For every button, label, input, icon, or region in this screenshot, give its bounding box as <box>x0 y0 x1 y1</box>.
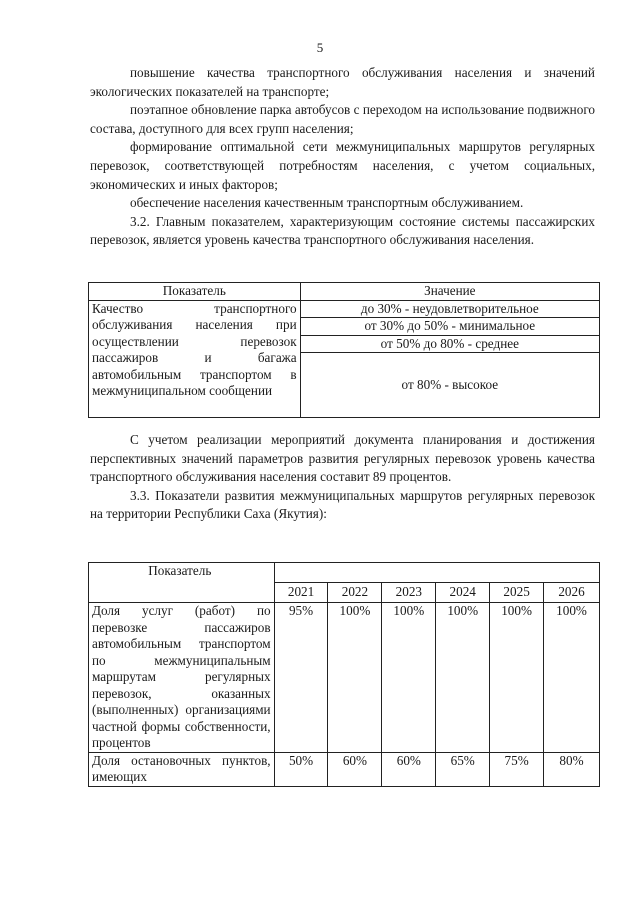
quality-table <box>88 282 600 418</box>
indicator-cell: Доля услуг (работ) по перевозке пассажиров автомобильным транспортом по межмуниципальным маршрутам регулярных перевозок, оказанных (выполненных) организациями частной формы собственности, процентов <box>89 603 275 753</box>
value-cell: от 30% до 50% - минимальное <box>300 318 599 336</box>
development-table <box>88 562 600 787</box>
year-cell: 2022 <box>328 583 382 603</box>
paragraph: 3.2. Главным показателем, характеризующим состояние системы пассажирских перевозок, является уровень качества транспортного обслуживания населения. <box>90 213 595 248</box>
table-header-row <box>89 283 600 301</box>
value-cell: 60% <box>328 752 382 786</box>
year-cell: 2026 <box>544 583 600 603</box>
paragraph: формирование оптимальной сети межмуниципальных маршрутов регулярных перевозок, соответствующей потребностям населения, с учетом социальных, экономических и иных факторов; <box>90 139 595 192</box>
paragraph: повышение качества транспортного обслуживания населения и значений экологических показателей на транспорте; <box>90 65 595 99</box>
table-header-indicator: Показатель <box>89 283 301 301</box>
value-cell: 65% <box>436 752 490 786</box>
indicator-cell: Качество транспортного обслуживания населения при осуществлении перевозок пассажиров и багажа автомобильным транспортом в межмуниципальном сообщении <box>89 300 301 418</box>
value-cell: от 80% - высокое <box>300 353 599 418</box>
value-cell: 100% <box>490 603 544 753</box>
value-cell: 95% <box>274 603 328 753</box>
table-row <box>89 603 600 753</box>
paragraph: поэтапное обновление парка автобусов с переходом на использование подвижного состава, доступного для всех групп населения; <box>90 102 595 136</box>
page-number: 5 <box>316 40 324 55</box>
value-cell: 50% <box>274 752 328 786</box>
value-cell: 100% <box>544 603 600 753</box>
table-header-value: Значение <box>300 283 599 301</box>
value-cell: 100% <box>436 603 490 753</box>
indicator-cell: Доля остановочных пунктов, имеющих <box>89 752 275 786</box>
value-cell: от 50% до 80% - среднее <box>300 335 599 353</box>
value-cell: 100% <box>382 603 436 753</box>
paragraph: С учетом реализации мероприятий документа планирования и достижения перспективных значений параметров развития регулярных перевозок уровень качества транспортного обслуживания населения составит 89 процентов. <box>90 432 595 485</box>
table-row <box>89 752 600 786</box>
year-cell: 2021 <box>274 583 328 603</box>
value-cell: 100% <box>328 603 382 753</box>
paragraph: 3.3. Показатели развития межмуниципальных маршрутов регулярных перевозок на территории Республики Саха (Якутия): <box>90 487 595 522</box>
year-cell: 2023 <box>382 583 436 603</box>
year-cell: 2024 <box>436 583 490 603</box>
table-header-blank <box>274 563 599 583</box>
value-cell: до 30% - неудовлетворительное <box>300 300 599 318</box>
table-row <box>89 300 600 318</box>
value-cell: 75% <box>490 752 544 786</box>
value-cell: 60% <box>382 752 436 786</box>
intro-text <box>90 64 595 250</box>
value-cell: 80% <box>544 752 600 786</box>
middle-text <box>90 431 595 524</box>
table-header-row <box>89 563 600 583</box>
paragraph: обеспечение населения качественным транспортным обслуживанием. <box>130 195 524 211</box>
table-header-indicator: Показатель <box>89 563 275 603</box>
year-cell: 2025 <box>490 583 544 603</box>
